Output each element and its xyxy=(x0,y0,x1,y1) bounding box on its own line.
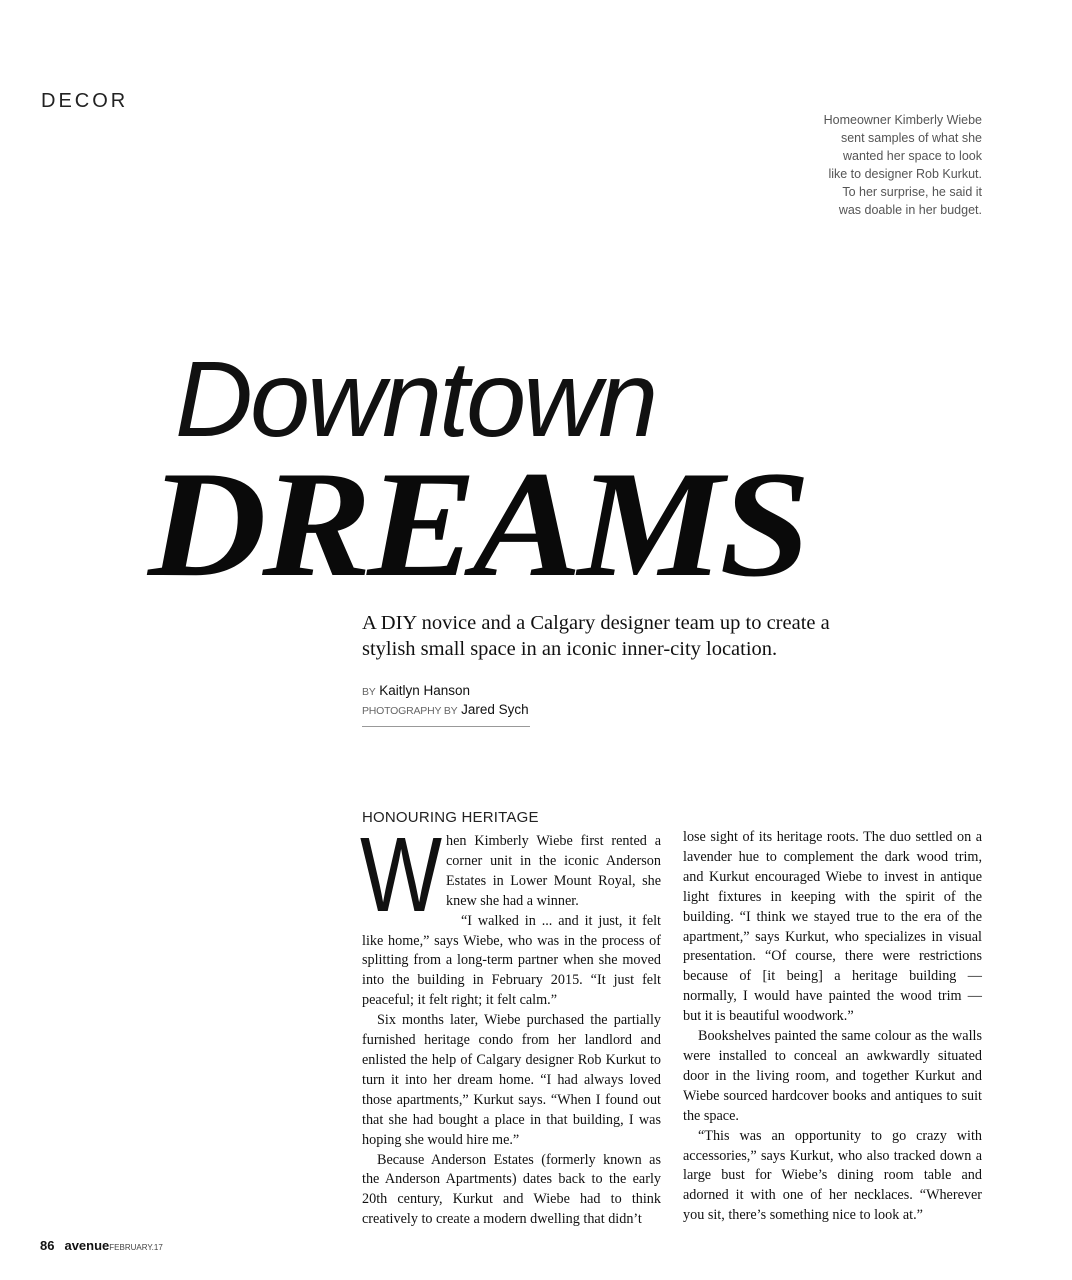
article-columns xyxy=(362,808,982,1230)
author-prefix: BY xyxy=(362,686,376,698)
issue-date: FEBRUARY.17 xyxy=(109,1243,163,1252)
byline-block xyxy=(362,682,530,727)
page-footer xyxy=(40,1238,163,1253)
page-number: 86 xyxy=(40,1238,55,1253)
photo-prefix: PHOTOGRAPHY BY xyxy=(362,705,458,717)
author-name: Kaitlyn Hanson xyxy=(379,683,471,698)
article-column-right xyxy=(683,787,982,1230)
headline-line-1: Downtown xyxy=(175,338,656,459)
dek: A DIY novice and a Calgary designer team up to create a stylish small space in an iconic inner-city location. xyxy=(362,612,830,660)
paragraph: “I walked in ... and it just, it felt like home,” says Wiebe, who was in the process of splitting from a long-term partner when she moved into the building in February 2015. “It just felt peaceful; it felt right; it felt calm.” xyxy=(362,912,661,1009)
photo-credit xyxy=(362,701,530,720)
article-body xyxy=(362,808,982,1230)
paragraph-text: hen Kimberly Wiebe first rented a corner unit in the iconic Anderson Estates in Lower Mount Royal, she knew she had a winner. xyxy=(446,833,661,909)
magazine-name: avenue xyxy=(64,1238,110,1253)
author-credit xyxy=(362,682,530,701)
paragraph: lose sight of its heritage roots. The duo settled on a lavender hue to complement the dark wood trim, and Kurkut encouraged Wiebe to invest in antique light fixtures in keeping with the spirit of the building. “I think we stayed true to the era of the apartment,” says Kurkut, who specializes in visual presentation. “Of course, there were restrictions because of [it being] a heritage building — normally, I would have painted the wood trim — but it is beautiful woodwork.” xyxy=(683,829,982,1025)
photo-caption: Homeowner Kimberly Wiebe sent samples of what she wanted her space to look like to designer Rob Kurkut. To her surprise, he said it was doable in her budget. xyxy=(823,113,982,217)
drop-cap: W xyxy=(360,816,443,934)
paragraph: “This was an opportunity to go crazy with accessories,” says Kurkut, who also tracked down a large bust for Wiebe’s dining room table and adorned it with one of her necklaces. “Wherever you sit, there’s something nice to look at.” xyxy=(683,1127,982,1224)
headline-line-2: DREAMS xyxy=(148,440,807,608)
paragraph: Because Anderson Estates (formerly known as the Anderson Apartments) dates back to the early 20th century, Kurkut and Wiebe had to think creatively to create a modern dwelling that didn’t xyxy=(362,1151,661,1228)
paragraph: Six months later, Wiebe purchased the partially furnished heritage condo from her landlord and enlisted the help of Calgary designer Rob Kurkut to turn it into her dream home. “I had always loved those apartments,” Kurkut says. “When I found out that she had bought a place in that building, I was hoping she would hire me.” xyxy=(362,1012,661,1148)
photographer-name: Jared Sych xyxy=(461,702,529,717)
section-label: DECOR xyxy=(41,90,129,112)
article-column-left xyxy=(362,808,661,1230)
paragraph: Bookshelves painted the same colour as the walls were installed to conceal an awkwardly situated door in the living room, and together Kurkut and Wiebe sourced hardcover books and antiques to suit the space. xyxy=(683,1028,982,1124)
article-subhead: HONOURING HERITAGE xyxy=(362,809,539,826)
